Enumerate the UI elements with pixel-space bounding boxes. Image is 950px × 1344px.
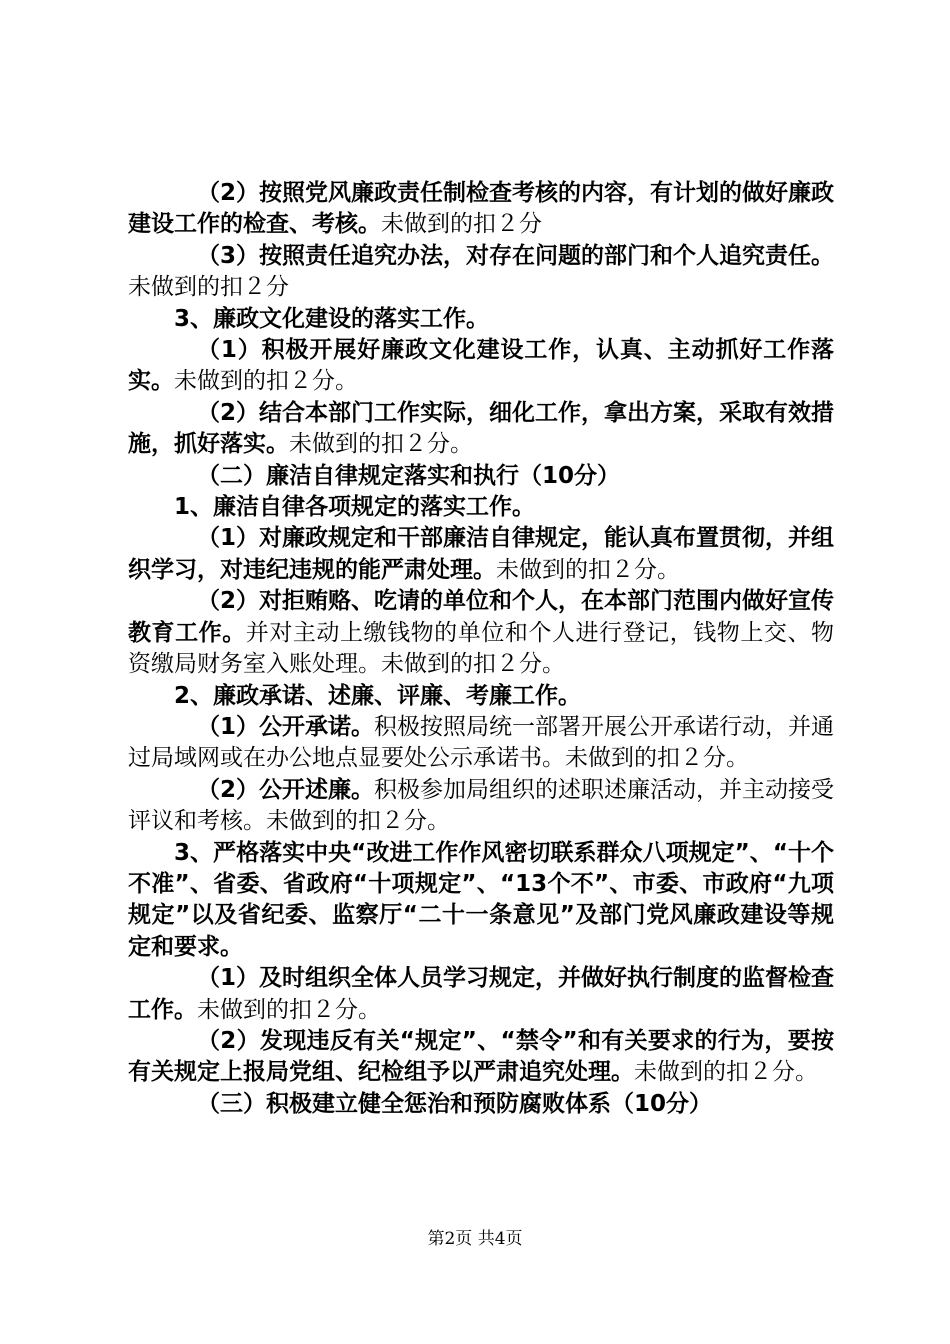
paragraph-12 xyxy=(128,775,834,838)
page-number-label: 第2页 共4页 xyxy=(427,1229,523,1249)
paragraph-3 xyxy=(128,304,834,335)
paragraph-5 xyxy=(128,398,834,461)
paragraph-lead: （1）积极开展好廉政文化建设工作，认真、主动抓好工作落实。 xyxy=(128,337,834,395)
paragraph-14 xyxy=(128,963,834,1026)
document-body xyxy=(128,178,834,1120)
paragraph-lead: （1）对廉政规定和干部廉洁自律规定，能认真布置贯彻，并组织学习，对违纪违规的能严肃处理。 xyxy=(128,525,835,583)
paragraph-9 xyxy=(128,586,834,680)
paragraph-lead: （2）结合本部门工作实际，细化工作，拿出方案，采取有效措施，抓好落实。 xyxy=(128,399,835,458)
page-footer xyxy=(0,1228,950,1250)
paragraph-13 xyxy=(128,838,834,964)
paragraph-rest: 未做到的扣２分 xyxy=(381,211,542,238)
paragraph-10 xyxy=(128,681,834,712)
paragraph-lead: 3、严格落实中央“改进工作作风密切联系群众八项规定”、“十个不准”、省委、省政府“十项规定”、“13个不”、市委、市政府“九项规定”以及省纪委、监察厅“二十一条意见”及部门党风廉政建设等规定和要求。 xyxy=(128,839,834,960)
paragraph-rest: 未做到的扣２分。 xyxy=(634,1059,818,1086)
paragraph-lead: 2、廉政承诺、述廉、评廉、考廉工作。 xyxy=(174,682,582,709)
paragraph-rest: 积极参加局组织的述职述廉活动，并主动接受评议和考核。未做到的扣２分。 xyxy=(128,776,835,835)
paragraph-11 xyxy=(128,712,834,775)
paragraph-6 xyxy=(128,461,834,492)
paragraph-lead: （三）积极建立健全惩治和预防腐败体系（10分） xyxy=(197,1090,713,1117)
paragraph-lead: 1、廉洁自律各项规定的落实工作。 xyxy=(174,494,536,521)
paragraph-rest: 积极按照局统一部署开展公开承诺行动，并通过局域网或在办公地点显要处公示承诺书。未做到的扣２分。 xyxy=(128,713,835,772)
paragraph-lead: （3）按照责任追究办法，对存在问题的部门和个人追究责任。 xyxy=(197,242,835,269)
paragraph-lead: 3、廉政文化建设的落实工作。 xyxy=(174,305,490,332)
paragraph-lead: （1）及时组织全体人员学习规定，并做好执行制度的监督检查工作。 xyxy=(128,965,835,1023)
paragraph-lead: （2）按照党风廉政责任制检查考核的内容，有计划的做好廉政建设工作的检查、考核。 xyxy=(128,180,835,238)
paragraph-16 xyxy=(128,1089,834,1120)
paragraph-rest: 未做到的扣２分 xyxy=(128,274,289,301)
paragraph-7 xyxy=(128,492,834,523)
paragraph-2 xyxy=(128,241,834,304)
paragraph-lead: （2）发现违反有关“规定”、“禁令”和有关要求的行为，要按有关规定上报局党组、纪检组予以严肃追究处理。 xyxy=(128,1027,834,1086)
paragraph-rest: 并对主动上缴钱物的单位和个人进行登记，钱物上交、物资缴局财务室入账处理。未做到的扣２分。 xyxy=(128,619,835,678)
paragraph-15 xyxy=(128,1026,834,1089)
paragraph-1 xyxy=(128,178,834,241)
paragraph-4 xyxy=(128,335,834,398)
paragraph-lead: （2）对拒贿赂、吃请的单位和个人，在本部门范围内做好宣传教育工作。 xyxy=(128,588,835,646)
paragraph-rest: 未做到的扣２分。 xyxy=(496,556,680,583)
paragraph-8 xyxy=(128,523,834,586)
paragraph-rest: 未做到的扣２分。 xyxy=(197,996,381,1023)
paragraph-rest: 未做到的扣２分。 xyxy=(174,368,358,395)
paragraph-rest: 未做到的扣２分。 xyxy=(289,431,473,458)
paragraph-lead: （2）公开述廉。 xyxy=(197,776,375,803)
paragraph-lead: （1）公开承诺。 xyxy=(197,713,375,740)
paragraph-lead: （二）廉洁自律规定落实和执行（10分） xyxy=(197,462,621,489)
